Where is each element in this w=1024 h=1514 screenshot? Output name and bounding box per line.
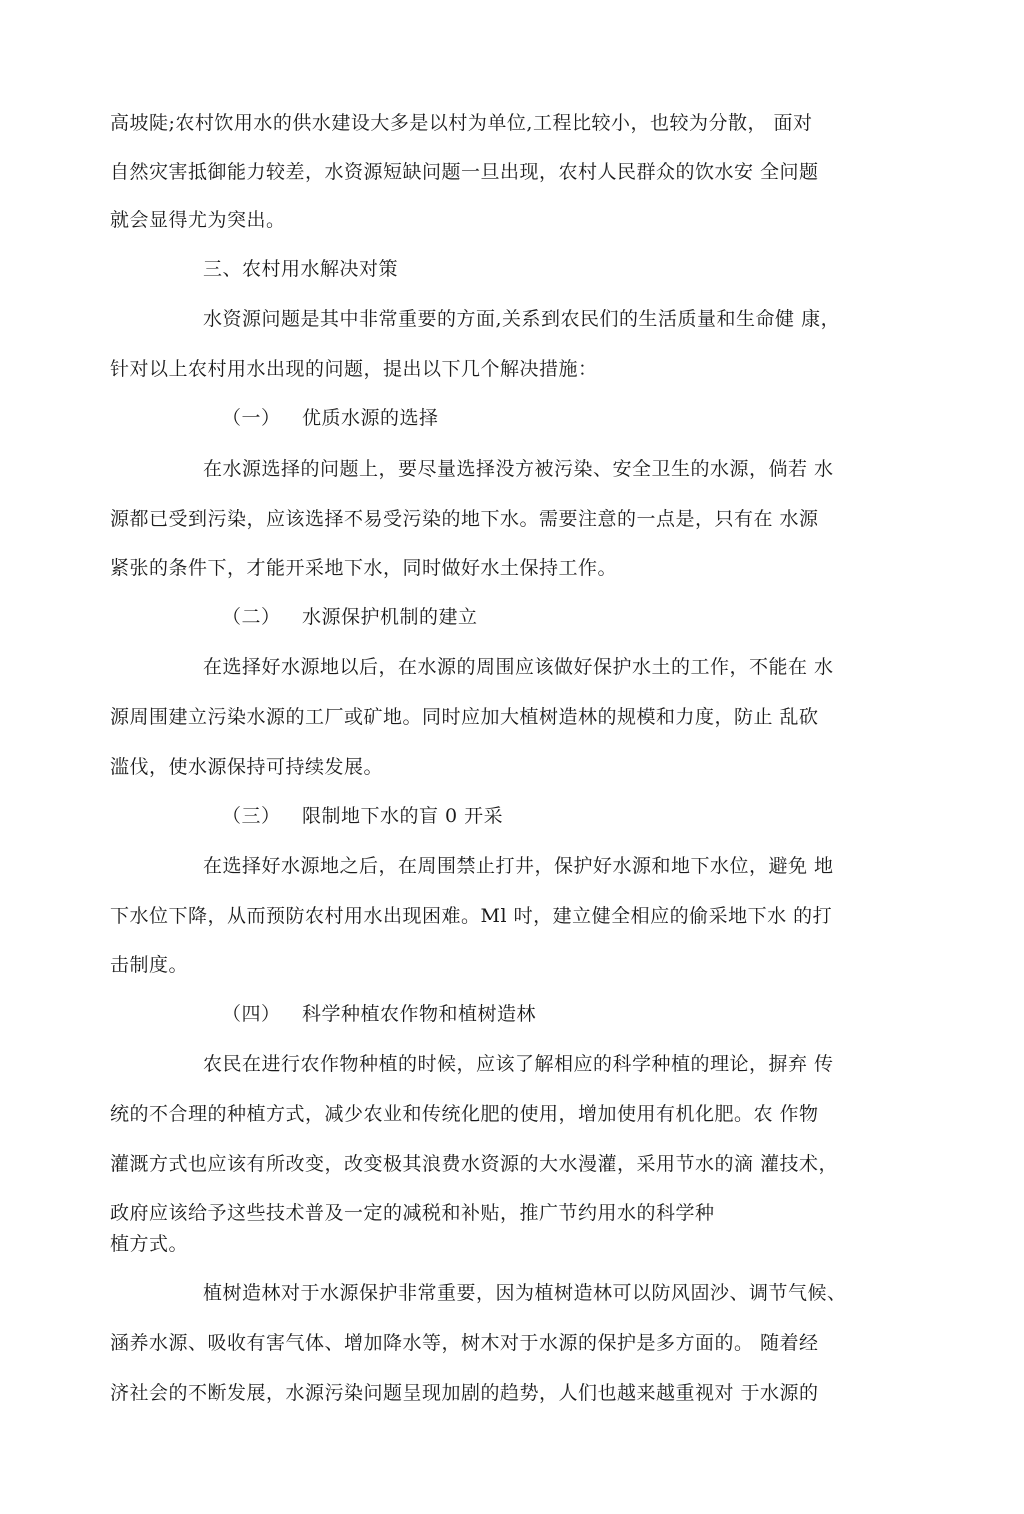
- section-title: 三、农村用水解决对策: [203, 258, 399, 280]
- body-text-line: 源周围建立污染水源的工厂或矿地。同时应加大植树造林的规模和力度，防止 乱砍: [110, 706, 819, 728]
- body-text-line: 农民在进行农作物种植的时候，应该了解相应的科学种植的理论，摒弃 传: [203, 1053, 834, 1075]
- body-text-line: 自然灾害抵御能力较差，水资源短缺问题一旦出现，农村人民群众的饮水安 全问题: [110, 161, 819, 183]
- subheading-2: [222, 604, 478, 630]
- subheading-number: （一）: [222, 407, 281, 429]
- body-text-line: 在选择好水源地之后，在周围禁止打井，保护好水源和地下水位，避免 地: [203, 855, 834, 877]
- body-text-line: 植树造林对于水源保护非常重要，因为植树造林可以防风固沙、调节气候、: [203, 1282, 847, 1304]
- subheading-number: （四）: [222, 1003, 281, 1025]
- body-text-line: 统的不合理的种植方式，减少农业和传统化肥的使用，增加使用有机化肥。农 作物: [110, 1103, 819, 1125]
- body-text-line: 击制度。: [110, 954, 189, 976]
- body-text-line: 灌溉方式也应该有所改变，改变极其浪费水资源的大水漫灌，采用节水的滴 灌技术，: [110, 1153, 839, 1175]
- body-text-line: 政府应该给予这些技术普及一定的减税和补贴，推广节约用水的科学种: [110, 1202, 715, 1224]
- body-text-line: 涵养水源、吸收有害气体、增加降水等，树木对于水源的保护是多方面的。 随着经: [110, 1332, 819, 1354]
- body-text-line: 济社会的不断发展，水源污染问题呈现加剧的趋势，人们也越来越重视对 于水源的: [110, 1382, 819, 1404]
- body-text-line: 源都已受到污染，应该选择不易受污染的地下水。需要注意的一点是，只有在 水源: [110, 508, 819, 530]
- body-text-line: 在选择好水源地以后，在水源的周围应该做好保护水土的工作，不能在 水: [203, 656, 834, 678]
- body-text-line: 高坡陡;农村饮用水的供水建设大多是以村为单位,工程比较小，也较为分散， 面对: [110, 112, 813, 134]
- body-text-line: 针对以上农村用水出现的问题，提出以下几个解决措施：: [110, 358, 598, 380]
- subheading-text: 水源保护机制的建立: [302, 606, 478, 628]
- subheading-4: [222, 1001, 536, 1027]
- subheading-number: （三）: [222, 805, 281, 827]
- body-text-line: 在水源选择的问题上，要尽量选择没方被污染、安全卫生的水源，倘若 水: [203, 458, 834, 480]
- subheading-3: [222, 803, 503, 829]
- body-text-line: 紧张的条件下，才能开采地下水，同时做好水土保持工作。: [110, 557, 618, 579]
- body-text-line: 下水位下降，从而预防农村用水出现困难。Ml 吋，建立健全相应的偷采地下水 的打: [110, 905, 833, 927]
- subheading-text: 限制地下水的盲 0 开采: [302, 805, 504, 827]
- body-text-line: 植方式。: [110, 1233, 189, 1255]
- subheading-1: [222, 405, 439, 431]
- body-text-line: 滥伐，使水源保持可持续发展。: [110, 756, 384, 778]
- body-text-line: 就会显得尤为突出。: [110, 209, 286, 231]
- subheading-text: 优质水源的选择: [302, 407, 439, 429]
- subheading-text: 科学种植农作物和植树造林: [302, 1003, 537, 1025]
- body-text-line: 水资源问题是其中非常重要的方面,关系到农民们的生活质量和生命健 康，: [203, 308, 841, 330]
- subheading-number: （二）: [222, 606, 281, 628]
